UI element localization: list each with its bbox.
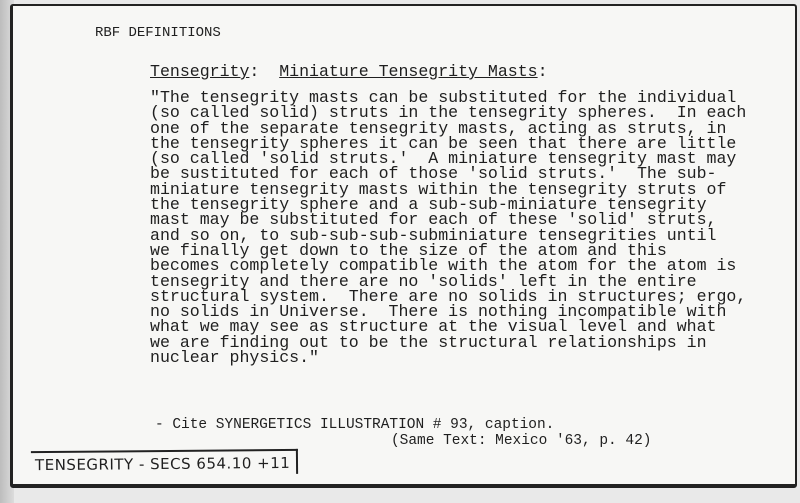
- quote-line: the tensegrity sphere and a sub-sub-miniature tensegrity: [150, 195, 707, 215]
- citation: - Cite SYNERGETICS ILLUSTRATION # 93, caption.: [155, 417, 555, 433]
- quote-line: "The tensegrity masts can be substituted for the individual: [150, 88, 737, 107]
- quote-line: one of the separate tensegrity masts, acting as struts, in: [150, 118, 727, 138]
- quote-line: becomes completely compatible with the atom for the atom is: [150, 256, 737, 276]
- quote-body: [150, 88, 747, 368]
- quote-line: (so called solid) struts in the tensegrity spheres. In each: [150, 103, 747, 123]
- quote-line: no solids in Universe. There is nothing incompatible with: [150, 302, 727, 322]
- quote-line: be sustituted for each of those 'solid struts.' The sub-: [150, 164, 717, 184]
- entry-term: Tensegrity: [150, 62, 250, 81]
- quote-line: nuclear physics.": [150, 348, 319, 368]
- entry-subtitle: Miniature Tensegrity Masts: [279, 62, 538, 81]
- quote-line: we are finding out to be the structural relationships in: [150, 332, 707, 352]
- quote-line: what we may see as structure at the visual level and what: [150, 317, 717, 337]
- quote-line: (so called 'solid struts.' A miniature tensegrity mast may: [150, 149, 737, 169]
- quote-line: we finally get down to the size of the atom and this: [150, 240, 667, 260]
- quote-line: structural system. There are no solids in structures; ergo,: [150, 286, 747, 306]
- quote-line: the tensegrity spheres it can be seen that there are little: [150, 133, 737, 153]
- definition-card: [10, 4, 797, 488]
- quote-line: and so on, to sub-sub-sub-subminiature tensegrities until: [150, 225, 717, 245]
- quote-line: mast may be substituted for each of these 'solid' struts,: [150, 210, 717, 230]
- quote-line: tensegrity and there are no 'solids' left in the entire: [150, 271, 697, 291]
- same-text-reference: (Same Text: Mexico '63, p. 42): [391, 433, 652, 449]
- entry-title: Tensegrity: Miniature Tensegrity Masts:: [150, 62, 548, 81]
- quote-line: miniature tensegrity masts within the tensegrity struts of: [150, 179, 727, 199]
- handwritten-note: TENSEGRITY - SECS 654.10 +11: [31, 449, 298, 476]
- card-header: RBF DEFINITIONS: [95, 25, 221, 41]
